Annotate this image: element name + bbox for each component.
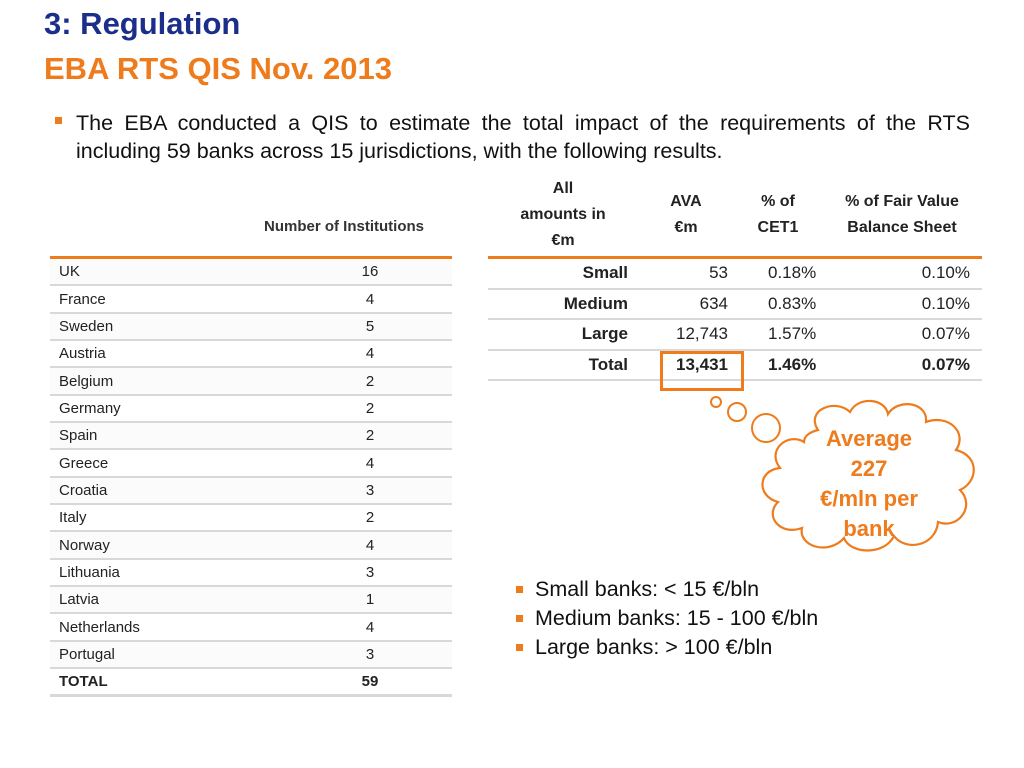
country-cell: Latvia [59,591,100,609]
table-row [50,368,452,395]
bullet-square-icon [55,117,62,124]
cet1-cell: 0.18% [768,263,817,283]
ava-cell: 634 [699,293,728,313]
bullet-large-banks: Large banks: > 100 €/bln [516,633,818,662]
institutions-table-body [50,259,452,697]
table-row [50,614,452,641]
country-cell: Greece [59,454,109,472]
header-fair-value: % of Fair Value Balance Sheet [845,193,959,236]
table-row [50,396,452,423]
header-cet1: % of CET1 [757,193,799,236]
table-row [50,478,452,505]
table-row [50,423,452,450]
count-cell: 3 [365,645,375,663]
table-row [50,642,452,669]
institutions-column-header: Number of Institutions [264,218,424,235]
country-cell: Italy [59,509,87,527]
count-cell: 4 [365,454,375,472]
count-cell: 2 [365,399,375,417]
table-row [50,532,452,559]
country-cell: Lithuania [59,563,120,581]
country-cell: Sweden [59,317,114,335]
country-cell: Spain [59,427,98,445]
size-cell: Total [588,354,628,374]
fair-value-cell: 0.10% [921,293,970,313]
table-row [488,320,982,351]
header-amounts: All amounts in €m [520,180,606,249]
size-cell: Large [581,324,628,344]
table-row [50,286,452,313]
table-row [50,450,452,477]
count-cell: 4 [365,345,375,363]
bullet-square-icon [516,644,523,651]
total-row [50,669,452,696]
ava-table-header [488,174,982,259]
table-row [50,341,452,368]
country-cell: Croatia [59,481,108,499]
country-cell: Portugal [59,645,115,663]
country-cell: Germany [59,399,121,417]
header-ava: AVA €m [670,193,702,236]
table-row [50,560,452,587]
callout-text: Average 227 €/mln per bank [820,426,918,541]
bullet-small-banks: Small banks: < 15 €/bln [516,575,818,604]
bullet-square-icon [516,615,523,622]
table-row [488,290,982,321]
cet1-cell: 1.46% [768,354,817,374]
slide-subtitle: EBA RTS QIS Nov. 2013 [44,51,392,86]
institutions-table [50,212,452,697]
cet1-cell: 1.57% [768,324,817,344]
total-ava-highlight [660,351,744,391]
bullet-square-icon [516,586,523,593]
cet1-cell: 0.83% [768,293,817,313]
count-cell: 4 [365,290,375,308]
table-row [50,587,452,614]
table-row [488,259,982,290]
count-cell: 1 [365,591,375,609]
fair-value-cell: 0.10% [921,263,970,283]
size-cell: Small [582,263,628,283]
country-cell: Belgium [59,372,114,390]
table-row [50,505,452,532]
ava-cell: 12,743 [676,324,728,344]
bank-size-bullets [516,575,818,662]
slide-title: 3: Regulation [44,6,241,41]
institutions-table-header [50,212,452,259]
count-cell: 3 [365,481,375,499]
country-cell: Austria [59,345,106,363]
count-cell: 5 [365,317,375,335]
fair-value-cell: 0.07% [921,324,970,344]
count-cell: 3 [365,563,375,581]
country-cell: Netherlands [59,618,140,636]
size-cell: Medium [563,293,628,313]
count-cell: 59 [361,672,379,690]
count-cell: 16 [361,263,379,281]
table-row [50,314,452,341]
country-cell: UK [59,263,80,281]
count-cell: 2 [365,509,375,527]
ava-cell: 53 [709,263,728,283]
bullet-medium-banks: Medium banks: 15 - 100 €/bln [516,604,818,633]
count-cell: 4 [365,618,375,636]
country-cell: France [59,290,106,308]
ava-results-table [488,174,982,381]
fair-value-cell: 0.07% [921,354,970,374]
country-cell: Norway [59,536,110,554]
count-cell: 2 [365,427,375,445]
table-row [50,259,452,286]
count-cell: 2 [365,372,375,390]
count-cell: 4 [365,536,375,554]
country-cell: TOTAL [59,672,108,690]
intro-text: The EBA conducted a QIS to estimate the total impact of the requirements of the RTS including 59 banks across 15 jurisdictions, with the following results. [76,111,970,163]
ava-cell: 13,431 [676,354,728,374]
